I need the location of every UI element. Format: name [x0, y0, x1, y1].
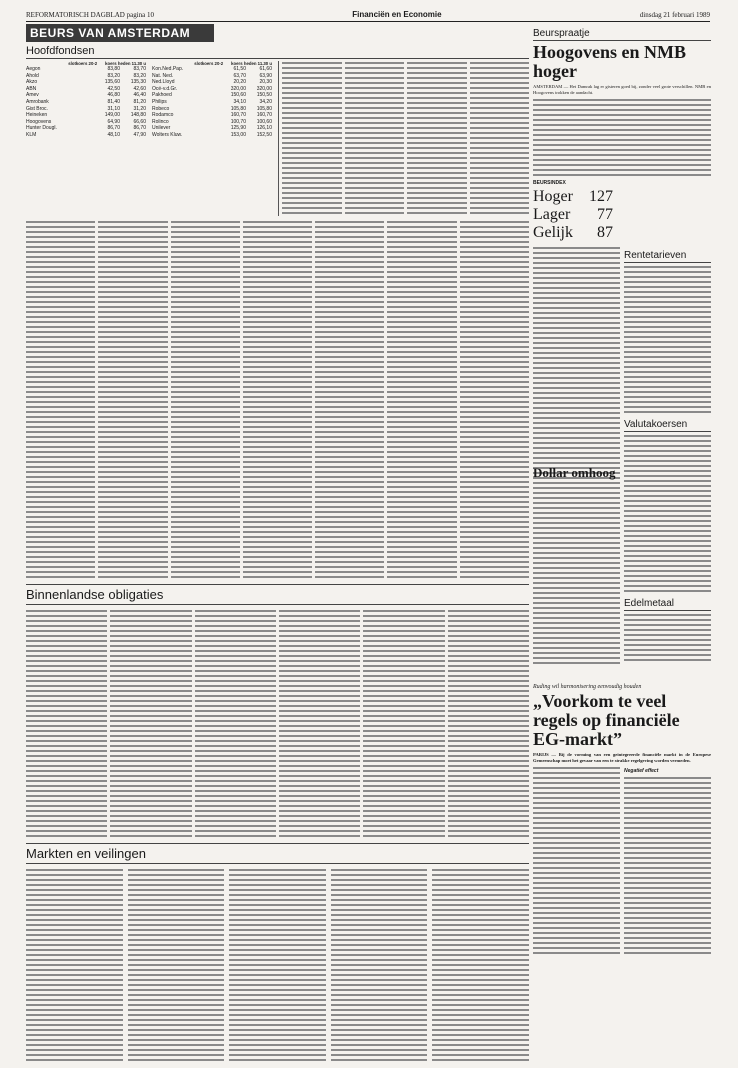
binnenland-obligaties-title: Binnenlandse obligaties — [26, 584, 529, 605]
eg-kicker: Ruding wil harmonisering eenvoudig houden — [533, 683, 642, 690]
hoofdfonds-row: Rodamco 160,70 160,70 — [152, 112, 272, 119]
obligaties-columns — [26, 609, 529, 839]
hoofdfonds-row: Amev 46,80 46,40 — [26, 92, 146, 99]
hoofdfonds-row: Aegon 83,80 83,70 — [26, 66, 146, 72]
hoofdfonds-row: Rolinco 100,70 100,60 — [152, 118, 272, 125]
hoofdfonds-row: Amrobank 81,40 81,20 — [26, 98, 146, 105]
hoofdfondsen-col-a — [26, 61, 146, 216]
article-hoogovens-head: Hoogovens en NMB hoger — [533, 42, 686, 81]
rentetarieven-title: Rentetarieven — [624, 250, 711, 263]
hoofdfonds-row: KLM 48,10 47,90 — [26, 131, 146, 138]
fondsen-columns-main — [26, 220, 529, 580]
hoofdfonds-row: Ned.Lloyd 20,20 20,30 — [152, 79, 272, 86]
markten-veilingen-title: Markten en veilingen — [26, 843, 529, 864]
eg-markt-head: „Voorkom te veel regels op financiële EG-markt” — [533, 691, 680, 750]
hoofdfonds-row: Hunter Dougl. 86,70 86,70 — [26, 125, 146, 132]
fondsen-columns-top — [278, 61, 529, 216]
stock-tables-area — [26, 24, 529, 1064]
hoofdfonds-row: Pakhoed 150,60 150,50 — [152, 92, 272, 99]
article-hoogovens-lead: AMSTERDAM — Het Damrak lag er gisteren goed bij, zonder veel grote verschillen. NMB en Hoogovens trokken de aandacht. — [533, 84, 711, 95]
hoofdfonds-row: Kon.Ned.Pap. 61,50 61,60 — [152, 66, 272, 72]
header-section: Financiën en Economie — [352, 10, 442, 19]
page-header — [26, 8, 710, 22]
header-left: REFORMATORISCH DAGBLAD pagina 10 — [26, 10, 155, 19]
beursindex-row: Lager 77 — [533, 205, 613, 223]
hoofdfonds-row: Unilever 125,90 126,10 — [152, 125, 272, 132]
hoofdfonds-row: Nat. Ned. 63,70 63,90 — [152, 72, 272, 79]
edelmetaal-title: Edelmetaal — [624, 598, 711, 611]
col-head-slot: slotkoers 20-2 — [68, 61, 98, 66]
beursindex-row: Gelijk 87 — [533, 223, 613, 241]
beurspraatje-title: Beurspraatje — [533, 28, 711, 41]
articles-area — [533, 24, 711, 1064]
beursindex-title: BEURSINDEX — [533, 179, 566, 186]
hoofdfonds-row: Hoogovens 64,90 66,60 — [26, 118, 146, 125]
valutakoersen-title: Valutakoersen — [624, 419, 711, 432]
hoofdfonds-row: Philips 34,10 34,20 — [152, 98, 272, 105]
dollar-omhoog-head: Dollar omhoog — [533, 466, 620, 480]
hoofdfonds-row: Akzo 135,60 135,30 — [26, 79, 146, 86]
hoofdfonds-row: Heineken 149,00 148,80 — [26, 112, 146, 119]
hoofdfonds-row: Océ-v.d.Gr. 320,00 320,00 — [152, 85, 272, 92]
hoofdfonds-row: ABN 42,50 42,60 — [26, 85, 146, 92]
hoofdfonds-row: Robeco 105,80 105,80 — [152, 105, 272, 112]
beursindex-row: Hoger 127 — [533, 187, 613, 205]
hoofdfondsen-col-b: slotkoers 20-2 koers heden 11.30 u Kon.Ned.Pap. 61,50 61,60 Nat. Ned. 63,70 63,90 Ned.Lloyd 20,20 20,30 Océ-v.d.Gr. 320,00 320,00 Pakhoed 150,60 150,50 Philips 34,10 34,20 Robeco 105,80 105,80 Rodamco 160,70 160,70 Rolinco 100,70 100,60 Unilever 125,90 126,10 Wolters Kluw. 153,00 152,50 — [152, 61, 272, 138]
header-date: dinsdag 21 februari 1989 — [639, 10, 710, 19]
hoofdfondsen-title: Hoofdfondsen — [26, 45, 529, 59]
beurs-banner: BEURS VAN AMSTERDAM — [26, 24, 214, 42]
col-head-heden: koers heden 11.30 u — [105, 61, 146, 66]
negatief-effect-head: Negatief effect — [624, 767, 659, 774]
hoofdfonds-row: Ahold 83,20 83,20 — [26, 72, 146, 79]
hoofdfonds-row: Wolters Kluw. 153,00 152,50 — [152, 131, 272, 138]
hoofdfonds-row: Gist Broc. 31,10 31,20 — [26, 105, 146, 112]
hoofdfondsen-block — [26, 61, 529, 216]
markten-columns — [26, 868, 529, 1064]
eg-markt-lead: PARIJS — Bij de vorming van een geïntegreerde financiële markt in de Europese Gemeenschap moet het gevaar van een te strakke regelgeving worden vermeden. — [533, 752, 711, 764]
